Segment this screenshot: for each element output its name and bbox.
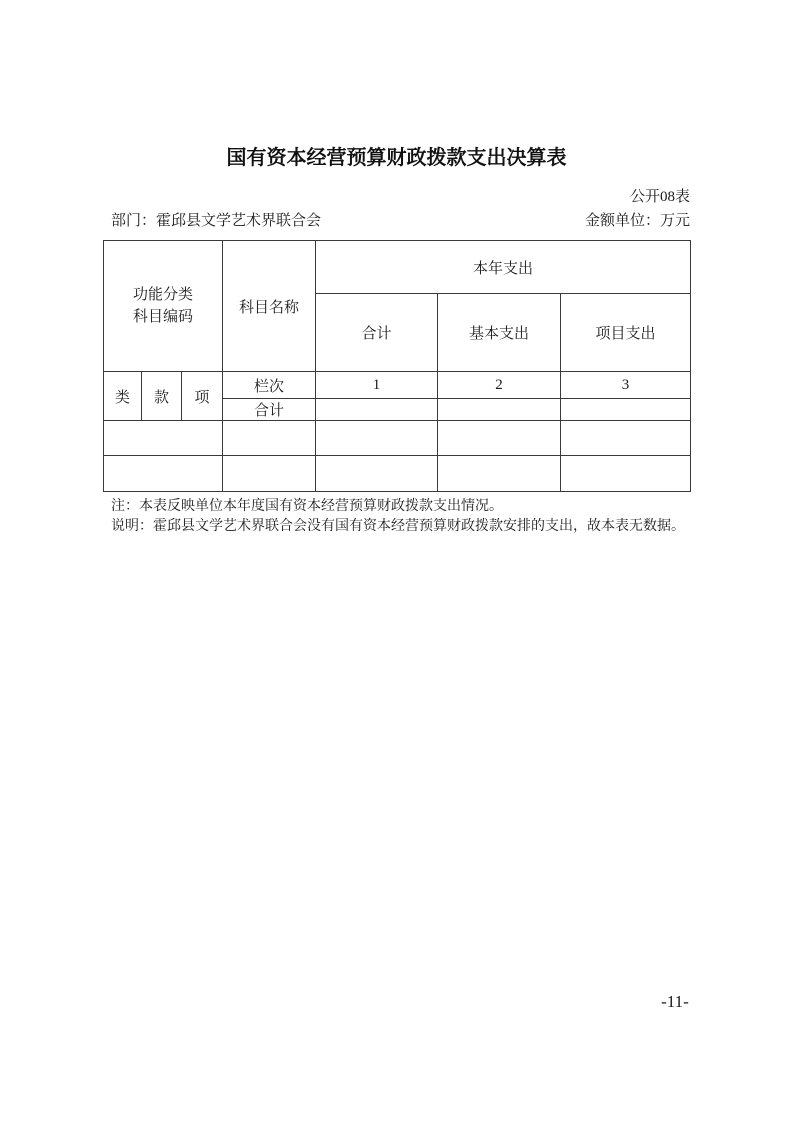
page-title: 国有资本经营预算财政拨款支出决算表 [226, 147, 567, 169]
empty-cell [561, 456, 691, 492]
empty-cell [438, 456, 561, 492]
header-current-year-expenditure: 本年支出 [316, 241, 691, 294]
column-index-1: 1 [316, 372, 438, 399]
note-line-1: 注：本表反映单位本年度国有资本经营预算财政拨款支出情况。 [111, 499, 503, 514]
table-notes [111, 497, 711, 537]
header-project-expenditure: 项目支出 [561, 294, 691, 372]
column-index-2: 2 [438, 372, 561, 399]
empty-data-row [104, 456, 691, 492]
header-total: 合计 [316, 294, 438, 372]
table-header-row-1 [104, 241, 691, 294]
column-index-row [104, 372, 691, 399]
empty-cell [316, 456, 438, 492]
code-col-item: 项 [182, 372, 223, 421]
table-meta-row [111, 212, 690, 230]
column-index-3: 3 [561, 372, 691, 399]
empty-cell [438, 421, 561, 456]
header-function-code-line2: 科目编码 [133, 309, 194, 325]
empty-cell [104, 456, 223, 492]
unit-label: 金额单位：万元 [584, 213, 690, 229]
total-row-value-basic [438, 399, 561, 421]
code-col-class: 类 [104, 372, 142, 421]
department-label: 部门：霍邱县文学艺术界联合会 [111, 213, 322, 229]
form-number-label: 公开08表 [629, 189, 690, 205]
header-function-code [104, 241, 223, 372]
total-row-value-project [561, 399, 691, 421]
header-function-code-line1: 功能分类 [133, 287, 194, 303]
empty-cell [316, 421, 438, 456]
code-col-section: 款 [142, 372, 182, 421]
total-row-value-total [316, 399, 438, 421]
empty-data-row [104, 421, 691, 456]
header-basic-expenditure: 基本支出 [438, 294, 561, 372]
column-index-label: 栏次 [223, 372, 316, 399]
empty-cell [223, 456, 316, 492]
total-row-label: 合计 [223, 399, 316, 421]
note-line-2: 说明：霍邱县文学艺术界联合会没有国有资本经营预算财政拨款安排的支出，故本表无数据。 [111, 519, 685, 534]
expenditure-table [103, 240, 691, 492]
empty-cell [561, 421, 691, 456]
empty-cell [104, 421, 223, 456]
empty-cell [223, 421, 316, 456]
header-subject-name: 科目名称 [223, 241, 316, 372]
page-number: -11- [661, 992, 689, 1011]
